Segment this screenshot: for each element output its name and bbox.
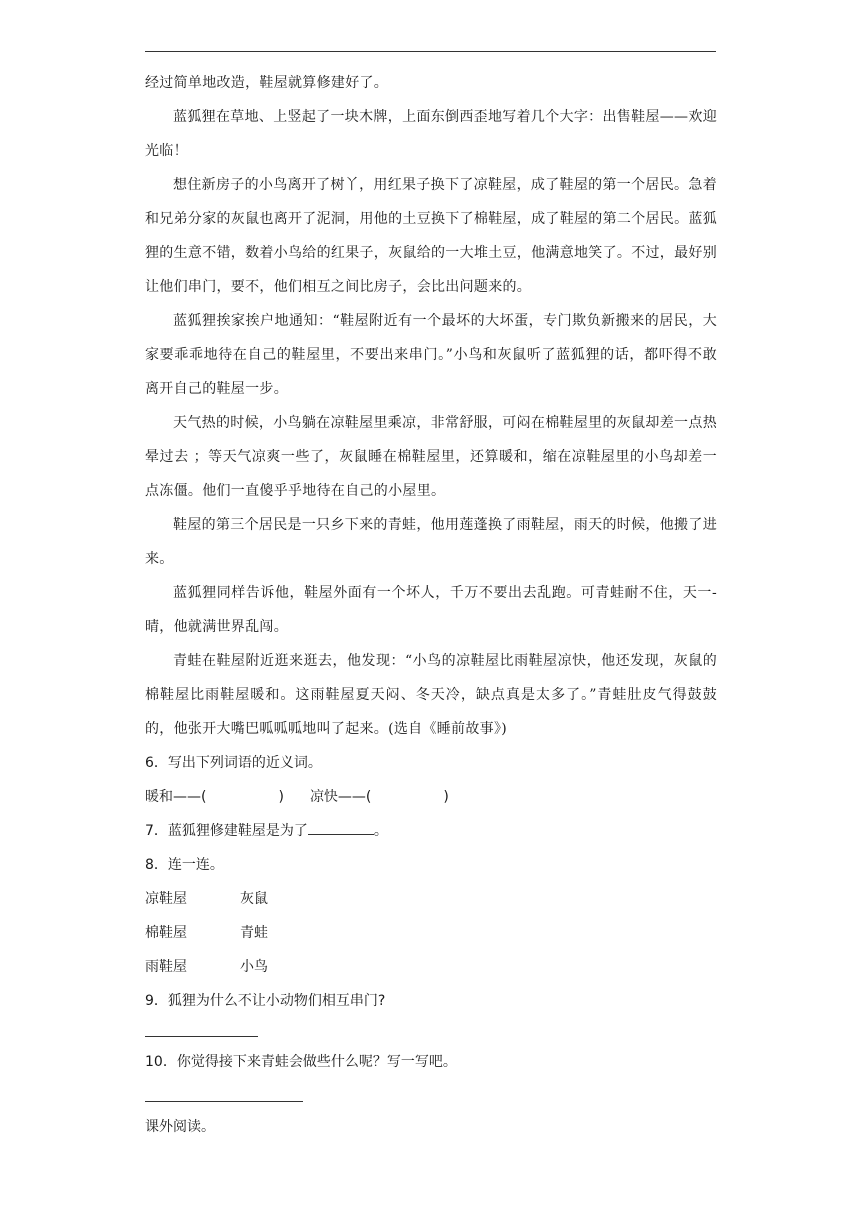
header-rule xyxy=(145,51,716,52)
question-8: 8．连一连。 xyxy=(145,857,224,873)
passage-paragraph-5: 天气热的时候，小鸟躺在凉鞋屋里乘凉，非常舒服，可闷在棉鞋屋里的灰鼠却差一点热晕过去 ；等天气凉爽一些了，灰鼠睡在棉鞋屋里，还算暖和，缩在凉鞋屋里的小鸟却差一点冻僵。他们一直傻乎乎地待在自己的小屋里。 xyxy=(145,415,717,499)
passage-paragraph-1: 经过简单地改造，鞋屋就算修建好了。 xyxy=(145,75,389,91)
question-7-text: 7．蓝狐狸修建鞋屋是为了 xyxy=(145,823,308,839)
match-left-item[interactable]: 棉鞋屋 xyxy=(145,925,187,941)
passage-paragraph-2: 蓝狐狸在草地、上竖起了一块木牌，上面东倒西歪地写着几个大字：出售鞋屋——欢迎光临！ xyxy=(145,109,717,159)
match-row-3 xyxy=(145,950,717,984)
question-7-answer-blank[interactable] xyxy=(308,820,374,835)
match-right-item[interactable]: 青蛙 xyxy=(240,925,268,941)
passage-paragraph-6: 鞋屋的第三个居民是一只乡下来的青蛙，他用莲蓬换了雨鞋屋，雨天的时候，他搬了进来。 xyxy=(145,517,717,567)
synonym-answer-blank-1[interactable] xyxy=(206,780,278,814)
passage-paragraph-7: 蓝狐狸同样告诉他，鞋屋外面有一个坏人，千万不要出去乱跑。可青蛙耐不住，天一-晴，他就满世界乱闯。 xyxy=(145,585,717,635)
passage-paragraph-8: 青蛙在鞋屋附近逛来逛去，他发现：“小鸟的凉鞋屋比雨鞋屋凉快，他还发现，灰鼠的棉鞋屋比雨鞋屋暖和。这雨鞋屋夏天闷、冬天冷，缺点真是太多了。”青蛙肚皮气得鼓鼓的，他张开大嘴巴呱呱呱地叫了起来。(选自《睡前故事》) xyxy=(145,653,717,737)
question-9-answer-line[interactable] xyxy=(145,1036,258,1037)
question-7-end: 。 xyxy=(373,823,388,839)
match-row-2 xyxy=(145,916,717,950)
synonym-word-2: 凉快——( xyxy=(309,789,372,805)
question-10-answer-line[interactable] xyxy=(145,1101,303,1102)
section-heading-extracurricular: 课外阅读。 xyxy=(145,1119,215,1135)
question-6-synonym-row xyxy=(145,780,717,814)
question-6: 6．写出下列词语的近义词。 xyxy=(145,755,322,771)
synonym-word-1: 暖和——( xyxy=(145,789,207,805)
synonym-answer-blank-2[interactable] xyxy=(371,780,443,814)
passage-paragraph-3: 想住新房子的小鸟离开了树丫，用红果子换下了凉鞋屋，成了鞋屋的第一个居民。急着和兄弟分家的灰鼠也离开了泥洞，用他的土豆换下了棉鞋屋，成了鞋屋的第二个居民。蓝狐狸的生意不错，数着小鸟给的红果子，灰鼠给的一大堆土豆，他满意地笑了。不过，最好别让他们串门，要不，他们相互之间比房子，会比出问题来的。 xyxy=(145,177,717,295)
passage-paragraph-4: 蓝狐狸挨家挨户地通知：“鞋屋附近有一个最坏的大坏蛋，专门欺负新搬来的居民，大家要乖乖地待在自己的鞋屋里，不要出来串门。”小鸟和灰鼠听了蓝狐狸的话，都吓得不敢离开自己的鞋屋一步。 xyxy=(145,313,717,397)
synonym-close-1: ) xyxy=(278,789,284,805)
question-10: 10．你觉得接下来青蛙会做些什么呢？写一写吧。 xyxy=(145,1054,457,1070)
match-right-item[interactable]: 灰鼠 xyxy=(240,891,268,907)
question-9: 9．狐狸为什么不让小动物们相互串门? xyxy=(145,993,386,1009)
match-left-item[interactable]: 雨鞋屋 xyxy=(145,959,187,975)
question-7 xyxy=(145,814,717,848)
match-right-item[interactable]: 小鸟 xyxy=(240,959,268,975)
match-left-item[interactable]: 凉鞋屋 xyxy=(145,891,187,907)
match-row-1 xyxy=(145,882,717,916)
synonym-close-2: ) xyxy=(443,789,449,805)
content-area xyxy=(145,66,717,1144)
